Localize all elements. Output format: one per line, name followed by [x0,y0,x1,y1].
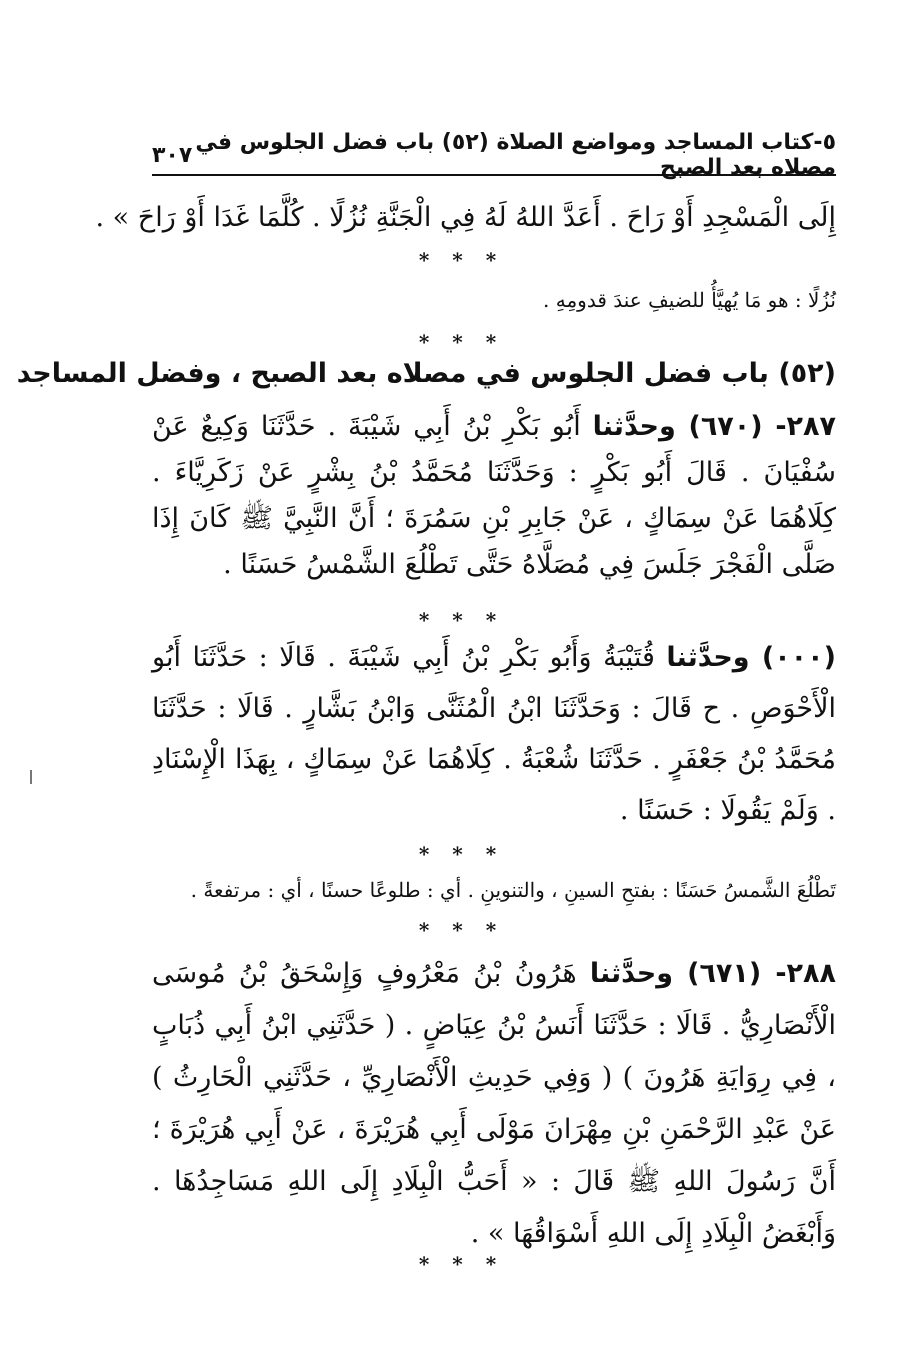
separator-stars: * * * [418,248,505,272]
hadith-text: أَبُو بَكْرِ بْنُ أَبِي شَيْبَةَ . حَدَّثَنَا وَكِيعٌ عَنْ سُفْيَانَ . قَالَ أَبُو بَكْرٍ : وَحَدَّثَنَا مُحَمَّدُ بْنُ بِشْرٍ عَنْ زَكَرِيَّاءَ . كِلَاهُمَا عَنْ سِمَاكٍ ، عَنْ جَابِرِ بْنِ سَمُرَةَ ؛ أَنَّ النَّبِيَّ ﷺ كَانَ إِذَا صَلَّى الْفَجْرَ جَلَسَ فِي مُصَلَّاهُ حَتَّى تَطْلُعَ الشَّمْسُ حَسَنًا . [152,411,836,580]
separator-stars: * * * [418,608,505,632]
continuation-line: إِلَى الْمَسْجِدِ أَوْ رَاحَ . أَعَدَّ اللهُ لَهُ فِي الْجَنَّةِ نُزُلًا . كُلَّمَا غَدَا أَوْ رَاحَ » . [95,202,836,233]
chapter-heading: (٥٢) باب فضل الجلوس في مصلاه بعد الصبح ، وفضل المساجد [16,358,836,389]
hadith-number: (٠٠٠) وحدَّثنا [666,642,836,673]
margin-mark [30,770,32,784]
hadith-number: ٢٨٨- (٦٧١) وحدَّثنا [589,958,836,989]
header-title: ٥-كتاب المساجد ومواضع الصلاة (٥٢) باب فضل الجلوس في مصلاه بعد الصبح [195,130,836,180]
hadith-000 [152,632,836,836]
separator-stars: * * * [418,1252,505,1276]
note-nuzul: نُزُلًا : هو مَا يُهيَّأُ للضيفِ عندَ قدومِهِ . [543,288,836,312]
separator-stars: * * * [418,842,505,866]
hadith-text: هَرُونُ بْنُ مَعْرُوفٍ وَإِسْحَقُ بْنُ مُوسَى الْأَنْصَارِيُّ . قَالَا : حَدَّثَنَا أَنَسُ بْنُ عِيَاضٍ . ( حَدَّثَنِي ابْنُ أَبِي ذُبَابٍ ، فِي رِوَايَةِ هَرُونَ ) ( وَفِي حَدِيثِ الْأَنْصَارِيِّ ، حَدَّثَنِي الْحَارِثُ ) عَنْ عَبْدِ الرَّحْمَنِ بْنِ مِهْرَانَ مَوْلَى أَبِي هُرَيْرَةَ ، عَنْ أَبِي هُرَيْرَةَ ؛ أَنَّ رَسُولَ اللهِ ﷺ قَالَ : « أَحَبُّ الْبِلَادِ إِلَى اللهِ مَسَاجِدُهَا . وَأَبْغَضُ الْبِلَادِ إِلَى اللهِ أَسْوَاقُهَا » . [152,958,836,1249]
hadith-number: ٢٨٧- (٦٧٠) وحدَّثنا [592,411,836,442]
separator-stars: * * * [418,918,505,942]
hadith-287 [152,404,836,604]
separator-stars: * * * [418,330,505,354]
running-header [152,130,836,180]
note-hasanan: تَطْلُعَ الشَّمسُ حَسَنًا : بفتحِ السينِ ، والتنوينِ . أي : طلوعًا حسنًا ، أي : مرتفعةً . [190,878,836,902]
hadith-text: قُتَيْبَةُ وَأَبُو بَكْرِ بْنُ أَبِي شَيْبَةَ . قَالَا : حَدَّثَنَا أَبُو الْأَحْوَصِ . ح قَالَ : وَحَدَّثَنَا ابْنُ الْمُثَنَّى وَابْنُ بَشَّارٍ . قَالَا : حَدَّثَنَا مُحَمَّدُ بْنُ جَعْفَرٍ . حَدَّثَنَا شُعْبَةُ . كِلَاهُمَا عَنْ سِمَاكٍ ، بِهَذَا الْإِسْنَادِ . وَلَمْ يَقُولَا : حَسَنًا . [152,642,836,826]
page-number: ٣٠٧ [152,142,193,168]
hadith-288 [152,948,836,1248]
